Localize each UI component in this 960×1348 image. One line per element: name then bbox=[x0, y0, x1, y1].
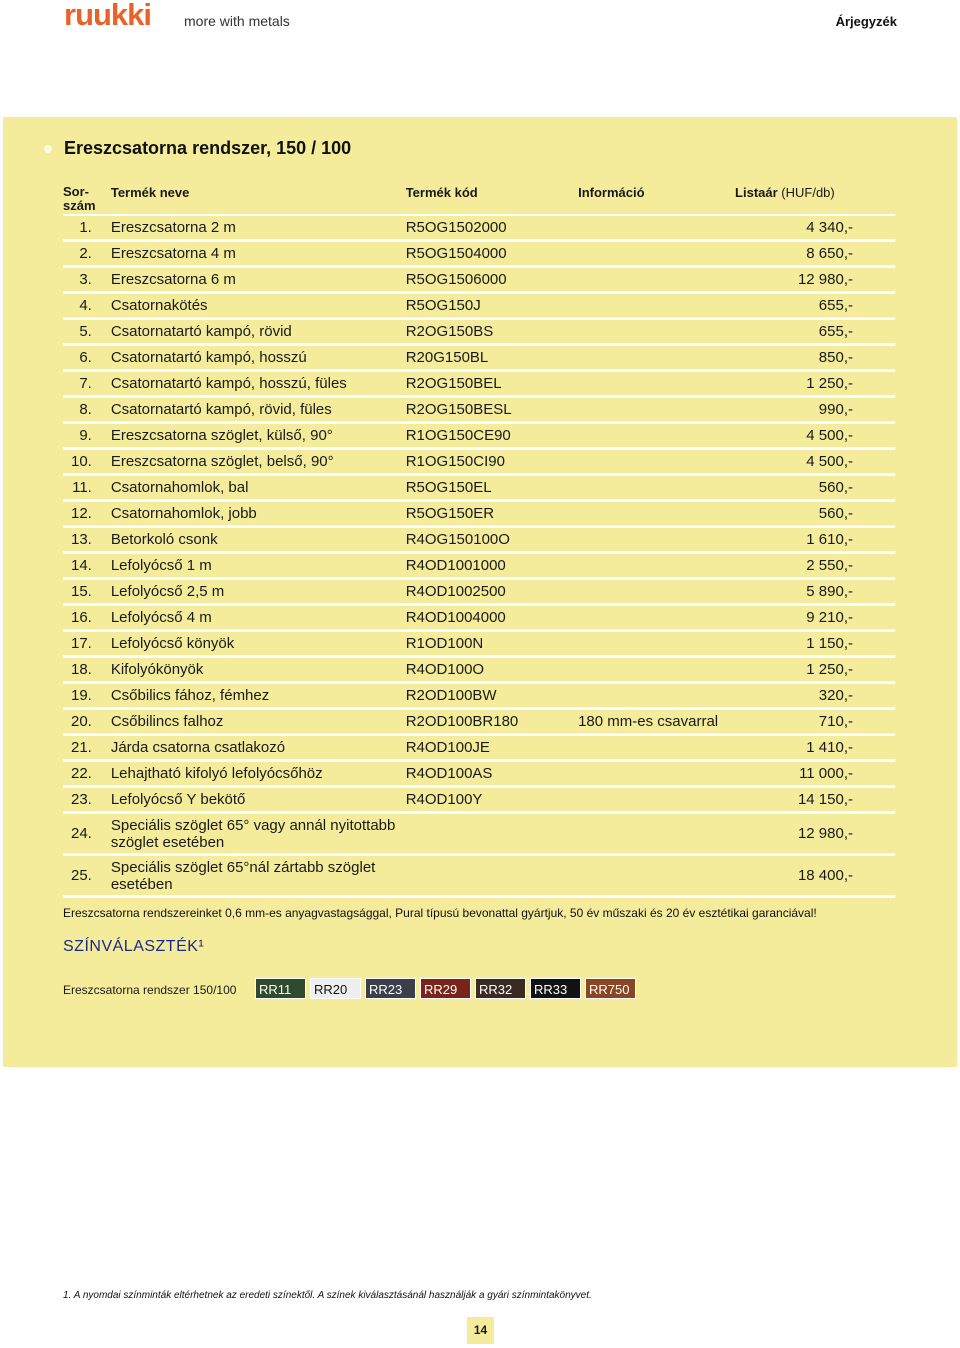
section-title: Ereszcsatorna rendszer, 150 / 100 bbox=[64, 138, 352, 158]
column-header-price bbox=[735, 180, 895, 215]
row-number: 22. bbox=[63, 761, 111, 787]
row-number: 9. bbox=[63, 423, 111, 449]
color-swatch-rr33: RR33 bbox=[530, 978, 581, 999]
product-info bbox=[578, 423, 735, 449]
table-row bbox=[63, 241, 895, 267]
row-number: 21. bbox=[63, 735, 111, 761]
product-code: R2OG150BEL bbox=[406, 371, 578, 397]
product-code: R5OG150EL bbox=[406, 475, 578, 501]
row-number: 1. bbox=[63, 215, 111, 241]
page-header bbox=[0, 0, 960, 60]
color-section-title: SZÍNVÁLASZTÉK¹ bbox=[63, 938, 205, 955]
product-price: 560,- bbox=[735, 475, 895, 501]
product-name: Csatornahomlok, bal bbox=[111, 475, 406, 501]
product-name: Lehajtható kifolyó lefolyócsőhöz bbox=[111, 761, 406, 787]
product-price: 560,- bbox=[735, 501, 895, 527]
color-swatch-rr29: RR29 bbox=[420, 978, 471, 999]
table-row bbox=[63, 605, 895, 631]
footnote: 1. A nyomdai színminták eltérhetnek az eredeti színektől. A színek kiválasztásánál használják a gyári színmintakönyvet. bbox=[63, 1290, 592, 1301]
table-row bbox=[63, 267, 895, 293]
product-price: 4 340,- bbox=[735, 215, 895, 241]
product-code: R4OD1002500 bbox=[406, 579, 578, 605]
product-name: Lefolyócső 2,5 m bbox=[111, 579, 406, 605]
product-info bbox=[578, 787, 735, 813]
color-swatch-rr32: RR32 bbox=[475, 978, 526, 999]
product-code: R4OD1004000 bbox=[406, 605, 578, 631]
product-price: 2 550,- bbox=[735, 553, 895, 579]
product-info bbox=[578, 449, 735, 475]
product-code: R4OD100JE bbox=[406, 735, 578, 761]
row-number: 6. bbox=[63, 345, 111, 371]
product-name: Csatornatartó kampó, rövid, füles bbox=[111, 397, 406, 423]
row-number: 7. bbox=[63, 371, 111, 397]
product-code: R2OD100BR180 bbox=[406, 709, 578, 735]
product-name: Ereszcsatorna szöglet, külső, 90° bbox=[111, 423, 406, 449]
product-price: 1 410,- bbox=[735, 735, 895, 761]
product-info bbox=[578, 293, 735, 319]
product-info bbox=[578, 735, 735, 761]
product-code: R2OG150BS bbox=[406, 319, 578, 345]
product-name: Csőbilics fához, fémhez bbox=[111, 683, 406, 709]
product-price: 1 250,- bbox=[735, 657, 895, 683]
price-unit: (HUF/db) bbox=[781, 185, 835, 200]
table-row bbox=[63, 397, 895, 423]
row-number: 10. bbox=[63, 449, 111, 475]
product-code: R4OD100O bbox=[406, 657, 578, 683]
color-swatch-rr23: RR23 bbox=[365, 978, 416, 999]
product-price: 710,- bbox=[735, 709, 895, 735]
row-number: 14. bbox=[63, 553, 111, 579]
product-name: Lefolyócső 1 m bbox=[111, 553, 406, 579]
row-number: 3. bbox=[63, 267, 111, 293]
row-number: 20. bbox=[63, 709, 111, 735]
table-row bbox=[63, 423, 895, 449]
brand-logo: ruukki bbox=[64, 0, 152, 32]
table-row bbox=[63, 371, 895, 397]
table-row bbox=[63, 475, 895, 501]
column-header-info: Információ bbox=[578, 180, 735, 215]
product-info bbox=[578, 605, 735, 631]
product-name: Kifolyókönyök bbox=[111, 657, 406, 683]
product-name: Ereszcsatorna 2 m bbox=[111, 215, 406, 241]
product-price: 4 500,- bbox=[735, 449, 895, 475]
product-code: R4OD100Y bbox=[406, 787, 578, 813]
product-name: Csatornatartó kampó, rövid bbox=[111, 319, 406, 345]
table-row bbox=[63, 709, 895, 735]
product-info: 180 mm-es csavarral bbox=[578, 709, 735, 735]
product-info bbox=[578, 241, 735, 267]
row-number: 15. bbox=[63, 579, 111, 605]
product-name: Csőbilincs falhoz bbox=[111, 709, 406, 735]
product-price: 12 980,- bbox=[735, 267, 895, 293]
warranty-note: Ereszcsatorna rendszereinket 0,6 mm-es anyagvastagsággal, Pural típusú bevonattal gyártjuk, 50 év műszaki és 20 év esztétikai garanciával! bbox=[63, 906, 817, 920]
product-info bbox=[578, 345, 735, 371]
table-row bbox=[63, 787, 895, 813]
product-info bbox=[578, 501, 735, 527]
product-name: Ereszcsatorna 4 m bbox=[111, 241, 406, 267]
row-number: 5. bbox=[63, 319, 111, 345]
table-row bbox=[63, 813, 895, 855]
row-number: 16. bbox=[63, 605, 111, 631]
product-name: Csatornatartó kampó, hosszú, füles bbox=[111, 371, 406, 397]
product-code bbox=[406, 813, 578, 855]
row-number: 4. bbox=[63, 293, 111, 319]
table-header-row bbox=[63, 180, 895, 215]
color-row-label: Ereszcsatorna rendszer 150/100 bbox=[63, 983, 237, 997]
product-price: 5 890,- bbox=[735, 579, 895, 605]
product-info bbox=[578, 267, 735, 293]
product-info bbox=[578, 553, 735, 579]
product-price: 990,- bbox=[735, 397, 895, 423]
product-name: Ereszcsatorna szöglet, belső, 90° bbox=[111, 449, 406, 475]
product-info bbox=[578, 657, 735, 683]
product-code: R5OG150J bbox=[406, 293, 578, 319]
row-number: 24. bbox=[63, 813, 111, 855]
product-price: 1 150,- bbox=[735, 631, 895, 657]
bullet-icon bbox=[44, 145, 52, 153]
product-price: 1 250,- bbox=[735, 371, 895, 397]
product-price: 18 400,- bbox=[735, 855, 895, 897]
price-label: Listaár bbox=[735, 185, 778, 200]
product-code: R20G150BL bbox=[406, 345, 578, 371]
product-name: Lefolyócső Y bekötő bbox=[111, 787, 406, 813]
row-number: 13. bbox=[63, 527, 111, 553]
product-name: Járda csatorna csatlakozó bbox=[111, 735, 406, 761]
brand-tagline: more with metals bbox=[184, 13, 290, 29]
row-number: 25. bbox=[63, 855, 111, 897]
table-row bbox=[63, 631, 895, 657]
product-name: Speciális szöglet 65°nál zártabb szöglet esetében bbox=[111, 855, 406, 897]
table-row bbox=[63, 449, 895, 475]
product-info bbox=[578, 475, 735, 501]
product-price: 655,- bbox=[735, 293, 895, 319]
table-row bbox=[63, 319, 895, 345]
product-code: R5OG1502000 bbox=[406, 215, 578, 241]
product-price: 655,- bbox=[735, 319, 895, 345]
product-price: 4 500,- bbox=[735, 423, 895, 449]
product-price: 12 980,- bbox=[735, 813, 895, 855]
product-code: R5OG1504000 bbox=[406, 241, 578, 267]
color-swatch-rr750: RR750 bbox=[585, 978, 636, 999]
column-header-num: Sor- szám bbox=[63, 180, 111, 215]
table-row bbox=[63, 215, 895, 241]
table-row bbox=[63, 855, 895, 897]
product-price: 14 150,- bbox=[735, 787, 895, 813]
page-number: 14 bbox=[467, 1317, 494, 1344]
row-number: 11. bbox=[63, 475, 111, 501]
product-code: R1OG150CI90 bbox=[406, 449, 578, 475]
product-info bbox=[578, 855, 735, 897]
product-info bbox=[578, 397, 735, 423]
product-code: R1OD100N bbox=[406, 631, 578, 657]
color-swatch-rr20: RR20 bbox=[310, 978, 361, 999]
product-info bbox=[578, 761, 735, 787]
document-type: Árjegyzék bbox=[835, 14, 897, 29]
product-name: Csatornakötés bbox=[111, 293, 406, 319]
table-row bbox=[63, 345, 895, 371]
product-info bbox=[578, 371, 735, 397]
color-swatch-rr11: RR11 bbox=[255, 978, 306, 999]
table-row bbox=[63, 683, 895, 709]
column-header-name: Termék neve bbox=[111, 180, 406, 215]
product-code: R4OD1001000 bbox=[406, 553, 578, 579]
product-name: Betorkoló csonk bbox=[111, 527, 406, 553]
row-number: 19. bbox=[63, 683, 111, 709]
product-name: Speciális szöglet 65° vagy annál nyitottabb szöglet esetében bbox=[111, 813, 406, 855]
table-row bbox=[63, 761, 895, 787]
table-row bbox=[63, 657, 895, 683]
product-price: 8 650,- bbox=[735, 241, 895, 267]
product-info bbox=[578, 215, 735, 241]
product-code: R2OD100BW bbox=[406, 683, 578, 709]
product-name: Csatornahomlok, jobb bbox=[111, 501, 406, 527]
table-row bbox=[63, 293, 895, 319]
table-row bbox=[63, 579, 895, 605]
row-number: 17. bbox=[63, 631, 111, 657]
table-row bbox=[63, 527, 895, 553]
table-row bbox=[63, 553, 895, 579]
product-code: R4OD100AS bbox=[406, 761, 578, 787]
product-code bbox=[406, 855, 578, 897]
product-info bbox=[578, 813, 735, 855]
row-number: 8. bbox=[63, 397, 111, 423]
product-info bbox=[578, 319, 735, 345]
product-code: R1OG150CE90 bbox=[406, 423, 578, 449]
product-name: Ereszcsatorna 6 m bbox=[111, 267, 406, 293]
product-price: 320,- bbox=[735, 683, 895, 709]
product-code: R4OG150100O bbox=[406, 527, 578, 553]
product-table bbox=[63, 180, 895, 898]
row-number: 23. bbox=[63, 787, 111, 813]
product-name: Lefolyócső 4 m bbox=[111, 605, 406, 631]
product-info bbox=[578, 527, 735, 553]
product-price: 11 000,- bbox=[735, 761, 895, 787]
product-code: R5OG1506000 bbox=[406, 267, 578, 293]
product-price: 9 210,- bbox=[735, 605, 895, 631]
column-header-code: Termék kód bbox=[406, 180, 578, 215]
product-info bbox=[578, 631, 735, 657]
table-row bbox=[63, 735, 895, 761]
product-price: 850,- bbox=[735, 345, 895, 371]
row-number: 2. bbox=[63, 241, 111, 267]
table-row bbox=[63, 501, 895, 527]
product-code: R5OG150ER bbox=[406, 501, 578, 527]
product-name: Csatornatartó kampó, hosszú bbox=[111, 345, 406, 371]
product-price: 1 610,- bbox=[735, 527, 895, 553]
row-number: 12. bbox=[63, 501, 111, 527]
product-info bbox=[578, 683, 735, 709]
product-info bbox=[578, 579, 735, 605]
product-code: R2OG150BESL bbox=[406, 397, 578, 423]
product-name: Lefolyócső könyök bbox=[111, 631, 406, 657]
row-number: 18. bbox=[63, 657, 111, 683]
